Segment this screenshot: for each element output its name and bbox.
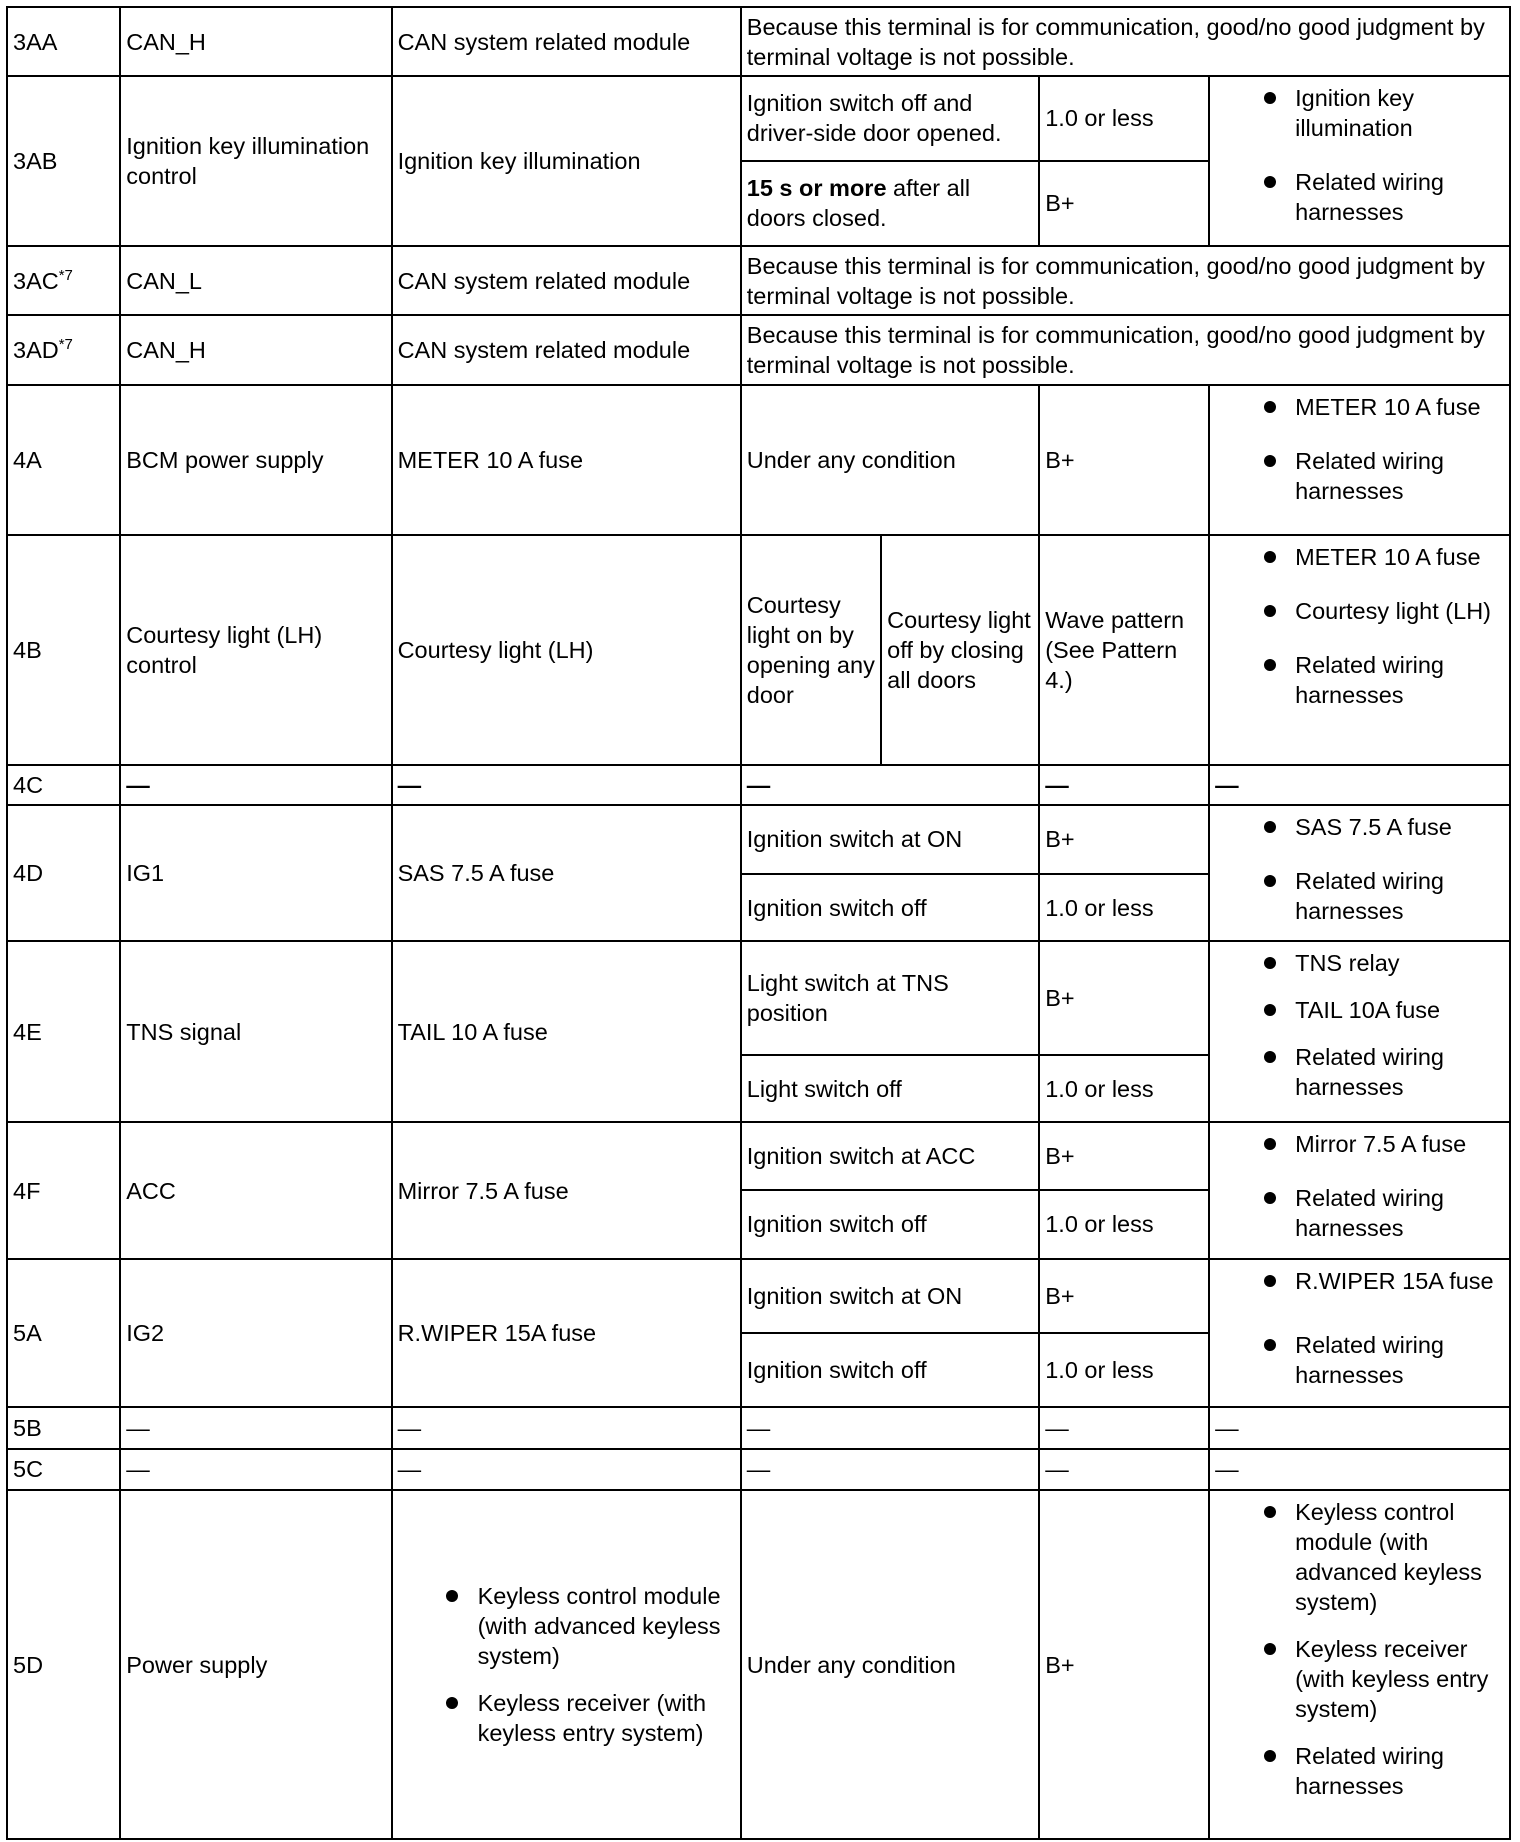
condition-cell: Ignition switch off bbox=[741, 874, 1039, 942]
terminal-cell: 5D bbox=[7, 1490, 120, 1839]
signal-cell: IG1 bbox=[120, 805, 391, 941]
condition-cell: Ignition switch off bbox=[741, 1333, 1039, 1408]
terminal-cell: 3AB bbox=[7, 76, 120, 246]
condition-cell: Light switch off bbox=[741, 1055, 1039, 1123]
dash-cell: — bbox=[741, 765, 1039, 805]
connected-to-cell: Courtesy light (LH) bbox=[392, 535, 741, 765]
communication-note: Because this terminal is for communication, good/no good judgment by terminal voltage is not possible. bbox=[741, 246, 1510, 315]
table-row bbox=[7, 315, 1510, 384]
inspection-item: Related wiring harnesses bbox=[1215, 1042, 1504, 1102]
signal-cell: Power supply bbox=[120, 1490, 391, 1839]
dash-cell: — bbox=[1039, 1407, 1209, 1448]
table-row bbox=[7, 535, 1510, 765]
connected-to-cell: Ignition key illumination bbox=[392, 76, 741, 246]
inspection-items-cell bbox=[1209, 76, 1510, 246]
footnote-mark: *7 bbox=[58, 336, 73, 354]
terminal-cell: 4B bbox=[7, 535, 120, 765]
signal-cell: Courtesy light (LH) control bbox=[120, 535, 391, 765]
table-row bbox=[7, 1259, 1510, 1333]
inspection-item: Related wiring harnesses bbox=[1215, 866, 1504, 926]
table-row bbox=[7, 941, 1510, 1054]
condition-cell bbox=[741, 161, 1039, 247]
connected-to-cell: CAN system related module bbox=[392, 315, 741, 384]
inspection-items-cell bbox=[1209, 805, 1510, 941]
voltage-cell: 1.0 or less bbox=[1039, 1190, 1209, 1259]
dash-cell: — bbox=[120, 1449, 391, 1490]
condition-cell: Under any condition bbox=[741, 385, 1039, 535]
signal-cell: IG2 bbox=[120, 1259, 391, 1408]
condition-cell: Courtesy light on by opening any door bbox=[741, 535, 881, 765]
communication-note: Because this terminal is for communication, good/no good judgment by terminal voltage is not possible. bbox=[741, 315, 1510, 384]
voltage-cell: B+ bbox=[1039, 1122, 1209, 1190]
inspection-item: Related wiring harnesses bbox=[1215, 167, 1504, 227]
dash-cell: — bbox=[1209, 765, 1510, 805]
voltage-cell: B+ bbox=[1039, 1259, 1209, 1333]
connected-to-cell: Mirror 7.5 A fuse bbox=[392, 1122, 741, 1258]
dash-cell: — bbox=[120, 765, 391, 805]
inspection-items-cell bbox=[1209, 1122, 1510, 1258]
inspection-item: SAS 7.5 A fuse bbox=[1215, 812, 1504, 842]
dash-cell: — bbox=[1039, 765, 1209, 805]
table-row bbox=[7, 1122, 1510, 1190]
table-row bbox=[7, 7, 1510, 76]
terminal-cell: 4D bbox=[7, 805, 120, 941]
voltage-cell: 1.0 or less bbox=[1039, 874, 1209, 942]
condition-emphasis: 15 s or more bbox=[746, 175, 887, 202]
condition-text: after all doors closed. bbox=[746, 175, 971, 232]
dash-cell: — bbox=[120, 1407, 391, 1448]
inspection-item: Courtesy light (LH) bbox=[1215, 596, 1504, 626]
voltage-cell: B+ bbox=[1039, 161, 1209, 247]
connected-to-cell: R.WIPER 15A fuse bbox=[392, 1259, 741, 1408]
inspection-item: Keyless receiver (with keyless entry system) bbox=[1215, 1634, 1504, 1724]
condition-cell: Under any condition bbox=[741, 1490, 1039, 1839]
signal-cell: Ignition key illumination control bbox=[120, 76, 391, 246]
inspection-item: Related wiring harnesses bbox=[1215, 1183, 1504, 1243]
condition-cell: Ignition switch at ACC bbox=[741, 1122, 1039, 1190]
terminal-cell: 5B bbox=[7, 1407, 120, 1448]
dash-cell: — bbox=[741, 1449, 1039, 1490]
signal-cell: ACC bbox=[120, 1122, 391, 1258]
dash-cell: — bbox=[392, 1449, 741, 1490]
inspection-item: R.WIPER 15A fuse bbox=[1215, 1266, 1504, 1296]
inspection-item: Keyless control module (with advanced keyless system) bbox=[1215, 1497, 1504, 1617]
voltage-cell: B+ bbox=[1039, 805, 1209, 874]
dash-cell: — bbox=[1209, 1407, 1510, 1448]
terminal-cell: 5A bbox=[7, 1259, 120, 1408]
inspection-item: Related wiring harnesses bbox=[1215, 446, 1504, 506]
terminal-cell: 4E bbox=[7, 941, 120, 1122]
inspection-items-cell bbox=[1209, 385, 1510, 535]
signal-cell: TNS signal bbox=[120, 941, 391, 1122]
signal-cell: BCM power supply bbox=[120, 385, 391, 535]
voltage-cell: 1.0 or less bbox=[1039, 1333, 1209, 1408]
connected-item: Keyless receiver (with keyless entry system) bbox=[398, 1688, 735, 1748]
table-row bbox=[7, 765, 1510, 805]
inspection-item: Related wiring harnesses bbox=[1215, 1741, 1504, 1801]
connected-to-cell bbox=[392, 1490, 741, 1839]
connected-to-cell: CAN system related module bbox=[392, 7, 741, 76]
terminal-voltage-table bbox=[6, 6, 1511, 1840]
inspection-item: Ignition key illumination bbox=[1215, 83, 1504, 143]
dash-cell: — bbox=[392, 765, 741, 805]
terminal-cell: 5C bbox=[7, 1449, 120, 1490]
dash-cell: — bbox=[392, 1407, 741, 1448]
terminal-cell: 4A bbox=[7, 385, 120, 535]
table-row bbox=[7, 385, 1510, 535]
inspection-items-cell bbox=[1209, 535, 1510, 765]
condition-cell: Ignition switch off bbox=[741, 1190, 1039, 1259]
voltage-cell: B+ bbox=[1039, 941, 1209, 1054]
voltage-cell: B+ bbox=[1039, 1490, 1209, 1839]
condition-cell: Ignition switch at ON bbox=[741, 805, 1039, 874]
dash-cell: — bbox=[1039, 1449, 1209, 1490]
table-row bbox=[7, 1407, 1510, 1448]
terminal-cell: 4F bbox=[7, 1122, 120, 1258]
table-row bbox=[7, 1490, 1510, 1839]
connected-item: Keyless control module (with advanced keyless system) bbox=[398, 1581, 735, 1671]
terminal-cell bbox=[7, 315, 120, 384]
dash-cell: — bbox=[741, 1407, 1039, 1448]
voltage-cell: Wave pattern (See Pattern 4.) bbox=[1039, 535, 1209, 765]
terminal-cell bbox=[7, 246, 120, 315]
footnote-mark: *7 bbox=[58, 267, 73, 284]
inspection-items-cell bbox=[1209, 1490, 1510, 1839]
table-row bbox=[7, 1449, 1510, 1490]
inspection-item: METER 10 A fuse bbox=[1215, 542, 1504, 572]
terminal-id: 3AC bbox=[13, 267, 59, 294]
dash-cell: — bbox=[1209, 1449, 1510, 1490]
signal-cell: CAN_H bbox=[120, 315, 391, 384]
table-row bbox=[7, 76, 1510, 160]
terminal-id: 3AD bbox=[13, 337, 59, 364]
table-row bbox=[7, 805, 1510, 874]
condition-cell: Ignition switch at ON bbox=[741, 1259, 1039, 1333]
condition-cell: Ignition switch off and driver-side door opened. bbox=[741, 76, 1039, 160]
inspection-item: Related wiring harnesses bbox=[1215, 650, 1504, 710]
connected-to-cell: CAN system related module bbox=[392, 246, 741, 315]
voltage-cell: B+ bbox=[1039, 385, 1209, 535]
condition-cell: Light switch at TNS position bbox=[741, 941, 1039, 1054]
inspection-item: Related wiring harnesses bbox=[1215, 1330, 1504, 1390]
voltage-cell: 1.0 or less bbox=[1039, 76, 1209, 160]
inspection-items-cell bbox=[1209, 1259, 1510, 1408]
voltage-cell: 1.0 or less bbox=[1039, 1055, 1209, 1123]
terminal-cell: 4C bbox=[7, 765, 120, 805]
inspection-items-cell bbox=[1209, 941, 1510, 1122]
inspection-item: METER 10 A fuse bbox=[1215, 392, 1504, 422]
inspection-item: TNS relay bbox=[1215, 948, 1504, 978]
connected-to-cell: SAS 7.5 A fuse bbox=[392, 805, 741, 941]
connected-to-cell: METER 10 A fuse bbox=[392, 385, 741, 535]
communication-note: Because this terminal is for communication, good/no good judgment by terminal voltage is not possible. bbox=[741, 7, 1510, 76]
table-row bbox=[7, 246, 1510, 315]
condition-cell: Courtesy light off by closing all doors bbox=[881, 535, 1039, 765]
inspection-item: Mirror 7.5 A fuse bbox=[1215, 1129, 1504, 1159]
inspection-item: TAIL 10A fuse bbox=[1215, 995, 1504, 1025]
signal-cell: CAN_H bbox=[120, 7, 391, 76]
signal-cell: CAN_L bbox=[120, 246, 391, 315]
terminal-cell: 3AA bbox=[7, 7, 120, 76]
connected-to-cell: TAIL 10 A fuse bbox=[392, 941, 741, 1122]
